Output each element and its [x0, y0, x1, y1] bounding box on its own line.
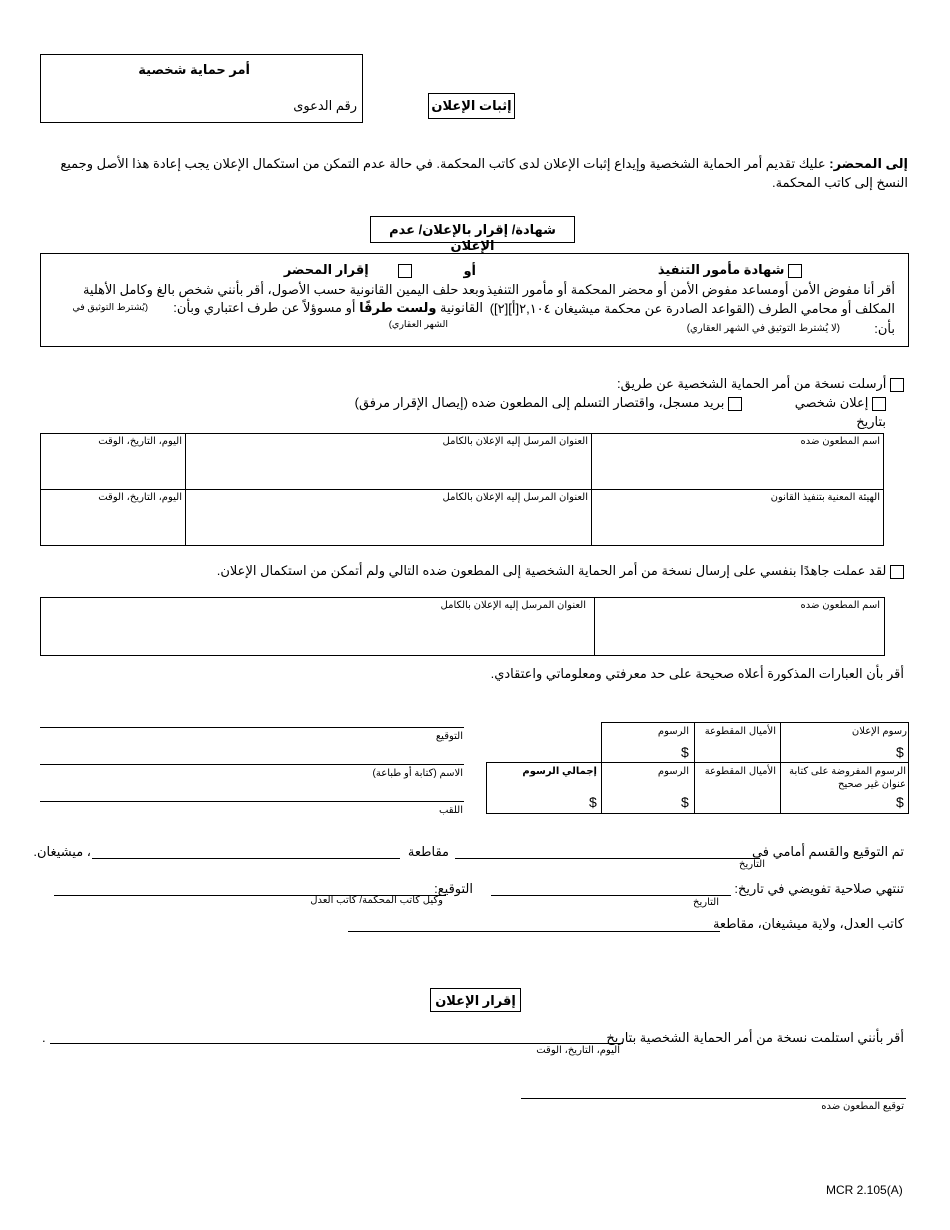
officer-text-3: بأن: [874, 321, 895, 336]
server-checkbox[interactable] [398, 264, 412, 278]
table-full-address-2: العنوان المرسل إليه الإعلان بالكامل [442, 492, 588, 503]
fees-fee-2: الرسوم [657, 766, 689, 777]
personal-row [795, 395, 886, 411]
service-table-col2 [185, 433, 186, 546]
fees-currency-1: $ [896, 744, 904, 760]
declaration: أقر بأن العبارات المذكورة أعلاه صحيحة على حد معرفتي ومعلوماتي واعتقادي. [490, 666, 904, 681]
server-note-2: الشهر العقاري) [388, 319, 448, 330]
fees-row-1-col-a [694, 722, 695, 763]
certificate-title: شهادة/ إقرار بالإعلان/ عدم الإعلان [389, 222, 556, 253]
intro-body: عليك تقديم أمر الحماية الشخصية وإيداع إثبات الإعلان لدى كاتب المحكمة. في حالة عدم التمكن من استكمال الإعلان يجب إعادة هذا الأصل وجميع النسخ إلى كاتب المحكمة. [60, 156, 908, 190]
server-text-2a: القانونية [436, 300, 483, 315]
ack-day-date-time: اليوم، التاريخ، الوقت [536, 1045, 620, 1056]
footer-rule: MCR 2.105(A) [826, 1183, 903, 1197]
fees-miles-1: الأميال المقطوعة [704, 726, 776, 737]
title-line [40, 801, 464, 802]
officer-header [658, 262, 802, 278]
sent-row [617, 376, 904, 392]
service-table-divider [40, 489, 884, 490]
server-header [284, 262, 412, 278]
case-number-label: رقم الدعوى [293, 98, 357, 113]
table-respondent-name: اسم المطعون ضده [800, 436, 880, 447]
notary-county: مقاطعة [407, 844, 449, 859]
or-label: أو [463, 263, 476, 278]
attempt-full-address: العنوان المرسل إليه الإعلان بالكامل [440, 600, 586, 611]
server-text-1: وبعد حلف اليمين القانونية حسب الأصول، أقر بأنني شخص بالغ وكامل الأهلية [82, 282, 485, 297]
notary-michigan: ، ميشيغان. [33, 844, 91, 859]
fees-row-1-col-b [780, 722, 781, 763]
fees-row-2-col-b [694, 762, 695, 814]
mail-row [355, 395, 742, 411]
mail-label: بريد مسجل، واقتصار التسلم إلى المطعون ضده (إيصال الإقرار مرفق) [354, 395, 725, 410]
mail-checkbox[interactable] [728, 397, 742, 411]
personal-checkbox[interactable] [872, 397, 886, 411]
ack-title: إقرار الإعلان [435, 993, 516, 1008]
ack-respondent-sig: توقيع المطعون ضده [821, 1101, 904, 1112]
signature-label: التوقيع [435, 731, 463, 742]
table-full-address-1: العنوان المرسل إليه الإعلان بالكامل [442, 436, 588, 447]
notary-sig: التوقيع: [434, 881, 473, 896]
ack-period: . [42, 1030, 46, 1045]
server-text-2b: ولست طرفًا [359, 300, 437, 315]
fees-currency-3: $ [896, 794, 904, 810]
officer-title: شهادة مأمور التنفيذ [657, 262, 785, 277]
attempt-table-col [594, 597, 595, 656]
title-label: اللقب [438, 805, 463, 816]
fees-total: إجمالي الرسوم [522, 766, 597, 777]
on-date-label: بتاريخ [856, 414, 886, 429]
personal-label: إعلان شخصي [794, 395, 869, 410]
signature-line [40, 727, 464, 728]
officer-note: (لا يُشترط التوثيق في الشهر العقاري) [686, 323, 840, 334]
ack-sig-line [521, 1098, 906, 1099]
form-title: أمر حماية شخصية [138, 62, 250, 77]
intro-label: إلى المحضر: [829, 156, 908, 171]
notary-sworn: تم التوقيع والقسم أمامي في [751, 844, 904, 859]
fees-service-fee: رسوم الإعلان [851, 726, 907, 737]
fees-currency-4: $ [681, 794, 689, 810]
fees-currency-2: $ [681, 744, 689, 760]
notary-county-line [92, 858, 400, 859]
service-table-col1 [591, 433, 592, 546]
intro-text [55, 154, 908, 192]
server-text-2c: أو مسوؤلاً عن طرف اعتباري وبأن: [173, 300, 360, 315]
fees-row-2-col-a [601, 762, 602, 814]
fees-miles-2: الأميال المقطوعة [704, 766, 776, 777]
doc-title: إثبات الإعلان [431, 98, 512, 113]
officer-checkbox[interactable] [788, 264, 802, 278]
notary-deputy: وكيل كاتب المحكمة/ كاتب العدل [310, 895, 443, 906]
attempt-checkbox[interactable] [890, 565, 904, 579]
notary-date-line [455, 858, 760, 859]
fees-row-2-col-c [780, 762, 781, 814]
attempt-label: لقد عملت جاهدًا بنفسي على إرسال نسخة من أمر الحماية الشخصية إلى المطعون ضده التالي ولم أتمكن من استكمال الإعلان. [216, 563, 887, 578]
notary-date-label: التاريخ [739, 859, 765, 870]
fees-fee-1: الرسوم [657, 726, 689, 737]
sent-checkbox[interactable] [890, 378, 904, 392]
server-note-1: (يُشترط التوثيق في [72, 302, 148, 313]
fees-incorrect-address: الرسوم المفروضة على كتابة عنوان غير صحيح [789, 766, 906, 790]
table-day-date-time-1: اليوم، التاريخ، الوقت [98, 436, 182, 447]
name-line [40, 764, 464, 765]
table-law-agency: الهيئة المعنية بتنفيذ القانون [770, 492, 880, 503]
server-title: إقرار المحضر [283, 262, 369, 277]
notary-public-line [348, 931, 720, 932]
name-label: الاسم (كتابة أو طباعة) [372, 768, 463, 779]
officer-text-2: المكلف أو محامي الطرف (القواعد الصادرة عن محكمة ميشيغان ٢,١٠٤[أ][٢]) [489, 301, 895, 316]
attempt-respondent-name: اسم المطعون ضده [800, 600, 880, 611]
ack-date-line [50, 1043, 623, 1044]
server-text-2 [173, 300, 483, 316]
notary-public: كاتب العدل، ولاية ميشيغان، مقاطعة [712, 916, 904, 931]
fees-currency-5: $ [589, 794, 597, 810]
notary-expires: تنتهي صلاحية تفويضي في تاريخ: [734, 881, 904, 896]
attempt-row [217, 563, 904, 579]
notary-expires-date-label: التاريخ [693, 897, 719, 908]
ack-text: أقر بأنني استلمت نسخة من أمر الحماية الشخصية بتاريخ [606, 1030, 904, 1045]
sent-label: أرسلت نسخة من أمر الحماية الشخصية عن طريق: [617, 376, 887, 391]
officer-text-1: أقر أنا مفوض الأمن أومساعد مفوض الأمن أو محضر المحكمة أو مأمور التنفيذ [486, 282, 895, 297]
notary-expires-line [491, 895, 731, 896]
table-day-date-time-2: اليوم، التاريخ، الوقت [98, 492, 182, 503]
